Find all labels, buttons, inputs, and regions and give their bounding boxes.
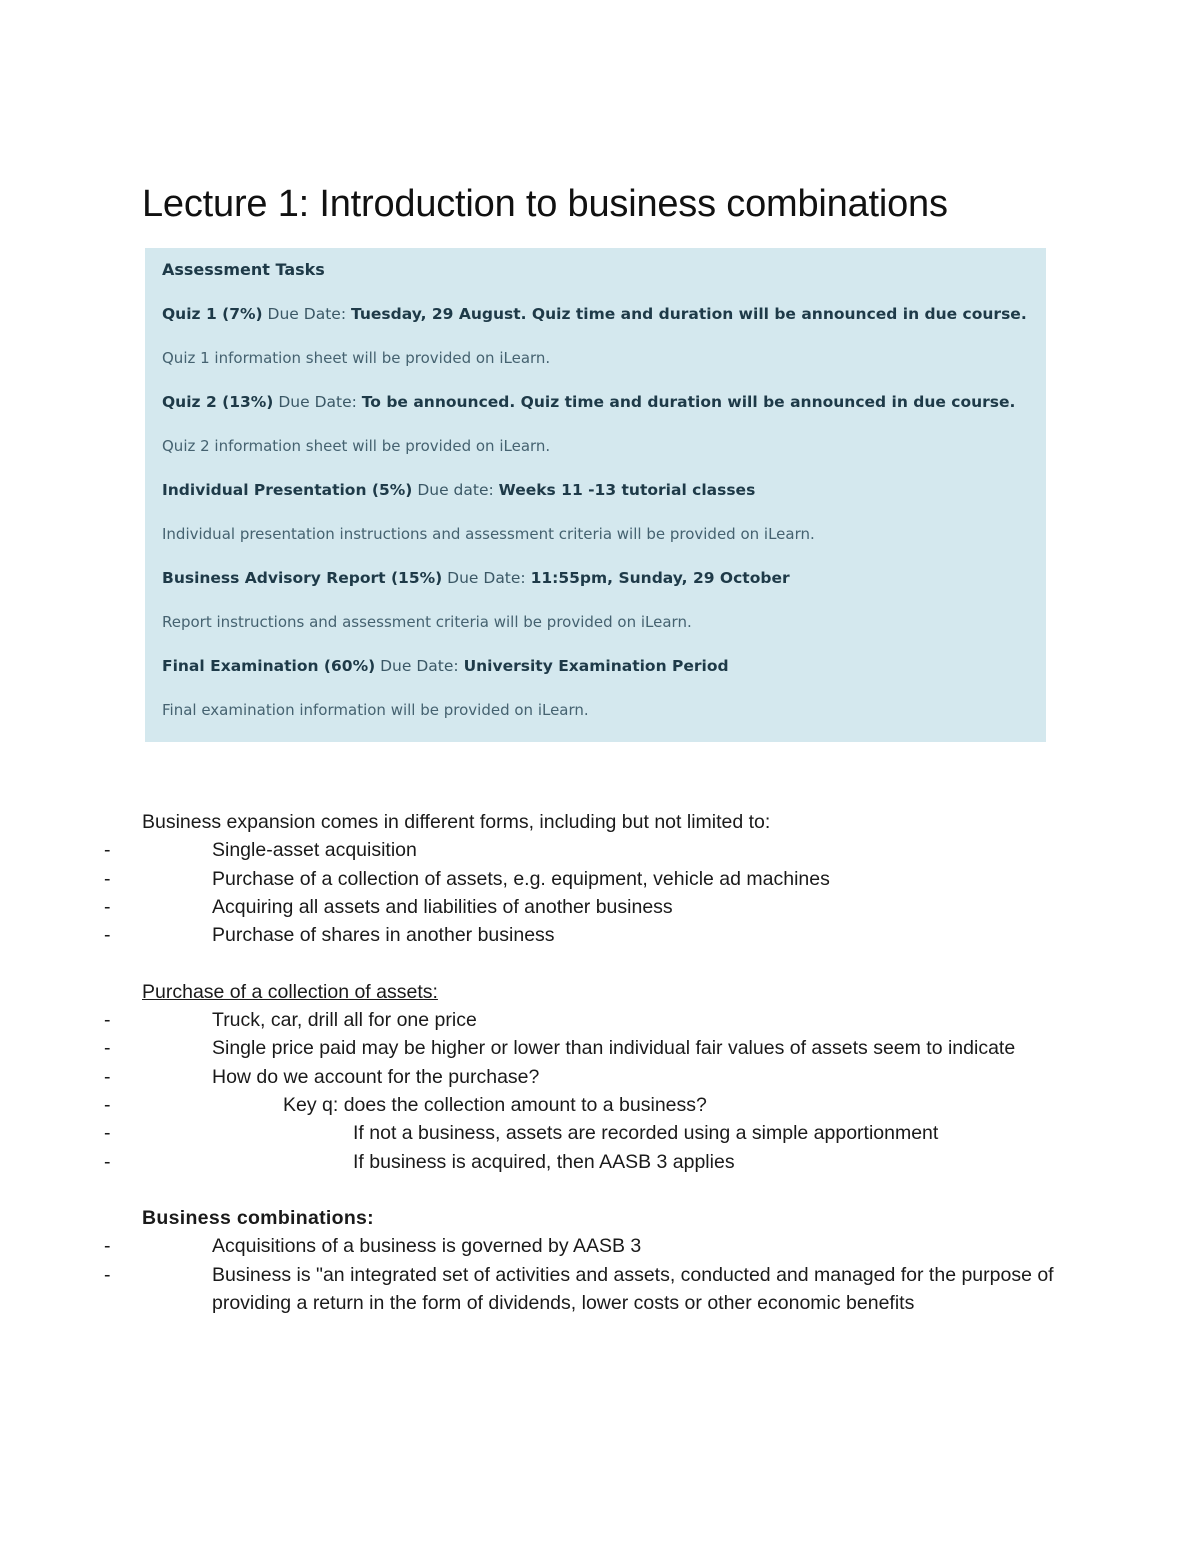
collection-heading: Purchase of a collection of assets:	[142, 980, 438, 1003]
assessment-heading: Assessment Tasks	[162, 260, 325, 279]
list-item: - Key q: does the collection amount to a business?	[104, 1093, 707, 1116]
list-item: - If business is acquired, then AASB 3 applies	[104, 1150, 735, 1173]
list-item: - Acquiring all assets and liabilities of another business	[104, 895, 673, 918]
list-item: - Single price paid may be higher or lower than individual fair values of assets seem to indicate	[104, 1037, 1016, 1060]
task-name: Business Advisory Report (15%)	[162, 569, 443, 587]
list-item: - Acquisitions of a business is governed by AASB 3	[104, 1235, 642, 1258]
due-label: Due Date:	[380, 657, 459, 675]
list-item: - Purchase of shares in another business	[104, 924, 555, 947]
page-title: Lecture 1: Introduction to business combinations	[142, 183, 948, 225]
task-info: Individual presentation instructions and assessment criteria will be provided on iLearn.	[162, 525, 815, 543]
collection-list	[104, 1006, 1072, 1176]
due-value: 11:55pm, Sunday, 29 October	[530, 569, 790, 587]
list-item: - Business is "an integrated set of activities and assets, conducted and managed for the purpose of providing a return in the form of dividends, lower costs or other economic benefits	[104, 1263, 1054, 1315]
assessment-tasks-image	[145, 248, 1046, 742]
combinations-list	[104, 1232, 1072, 1317]
task-report	[162, 566, 1030, 610]
list-item: - Truck, car, drill all for one price	[104, 1009, 477, 1032]
due-label: Due date:	[417, 481, 494, 499]
due-value: Weeks 11 -13 tutorial classes	[498, 481, 756, 499]
list-item: - If not a business, assets are recorded using a simple apportionment	[104, 1122, 939, 1145]
due-label: Due Date:	[267, 305, 347, 323]
task-final-exam	[162, 654, 1030, 698]
notes-body	[104, 808, 1072, 1317]
due-value: To be announced. Quiz time and duration will be announced in due course.	[361, 393, 1016, 411]
task-quiz-1	[162, 302, 1030, 346]
list-item: - Single-asset acquisition	[104, 839, 417, 862]
expansion-list	[104, 836, 1072, 949]
task-name: Quiz 1 (7%)	[162, 305, 263, 323]
task-name: Quiz 2 (13%)	[162, 393, 274, 411]
task-name: Individual Presentation (5%)	[162, 481, 413, 499]
due-label: Due Date:	[447, 569, 526, 587]
due-label: Due Date:	[278, 393, 357, 411]
task-info: Quiz 1 information sheet will be provided on iLearn.	[162, 349, 551, 367]
combinations-heading: Business combinations:	[142, 1207, 374, 1230]
due-value: Tuesday, 29 August. Quiz time and duration will be announced in due course.	[350, 305, 1027, 323]
task-presentation	[162, 478, 1030, 522]
list-item: - How do we account for the purchase?	[104, 1065, 540, 1088]
list-item: - Purchase of a collection of assets, e.g. equipment, vehicle ad machines	[104, 867, 830, 890]
task-info: Final examination information will be provided on iLearn.	[162, 701, 589, 719]
task-info: Report instructions and assessment criteria will be provided on iLearn.	[162, 613, 692, 631]
task-info: Quiz 2 information sheet will be provided on iLearn.	[162, 437, 551, 455]
expansion-intro: Business expansion comes in different forms, including but not limited to:	[142, 811, 771, 833]
task-quiz-2	[162, 390, 1030, 434]
due-value: University Examination Period	[463, 657, 729, 675]
task-name: Final Examination (60%)	[162, 657, 376, 675]
